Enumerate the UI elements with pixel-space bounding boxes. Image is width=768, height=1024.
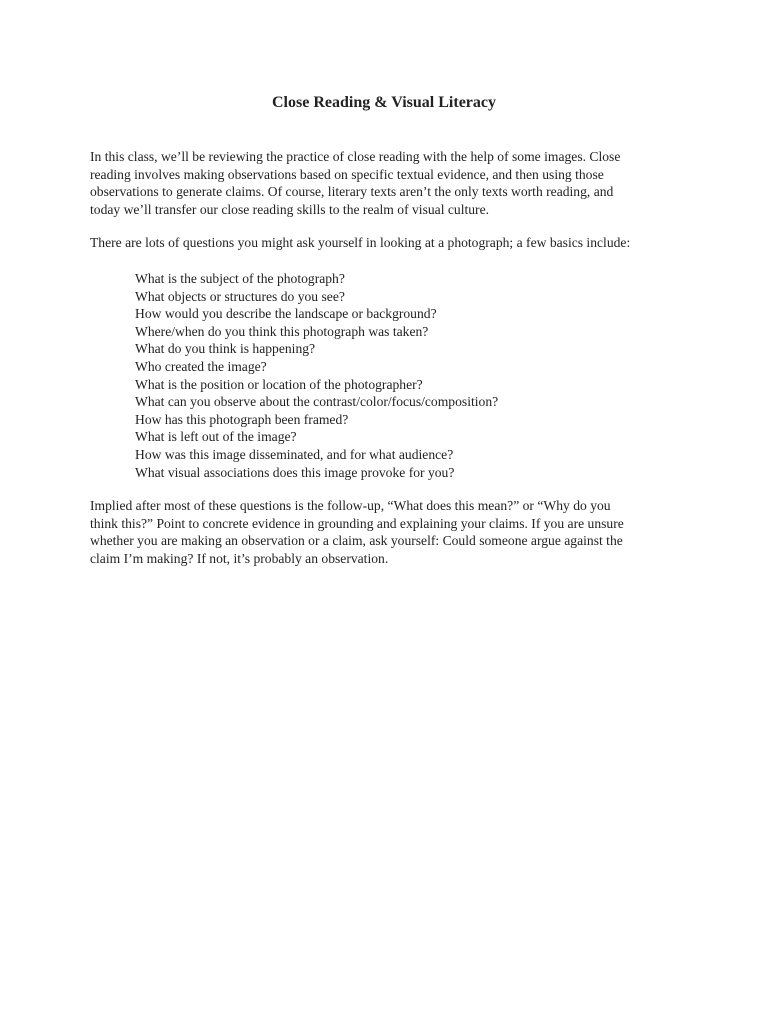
questions-list: [135, 270, 695, 481]
questions-lead-paragraph: There are lots of questions you might ask yourself in looking at a photograph; a few basics include:: [90, 235, 631, 250]
closing-line: think this?” Point to concrete evidence in grounding and explaining your claims. If you are unsure: [90, 515, 624, 531]
closing-line: whether you are making an observation or a claim, ask yourself: Could someone argue against the: [90, 533, 623, 549]
question-item: Who created the image?: [135, 358, 267, 374]
closing-line: Implied after most of these questions is the follow-up, “What does this mean?” or “Why do you: [90, 498, 611, 513]
closing-line: claim I’m making? If not, it’s probably an observation.: [90, 550, 389, 566]
question-item: How would you describe the landscape or background?: [135, 306, 437, 322]
intro-line: observations to generate claims. Of course, literary texts aren’t the only texts worth reading, and: [90, 184, 614, 200]
closing-paragraph: [90, 497, 680, 567]
question-item: What do you think is happening?: [135, 341, 316, 357]
intro-line: reading involves making observations based on specific textual evidence, and then using those: [90, 166, 604, 182]
question-item: What visual associations does this image provoke for you?: [135, 464, 455, 480]
question-item: What is the subject of the photograph?: [135, 271, 345, 286]
intro-paragraph: [90, 148, 680, 218]
question-item: What can you observe about the contrast/color/focus/composition?: [135, 394, 499, 410]
question-item: How has this photograph been framed?: [135, 411, 349, 427]
question-item: What is left out of the image?: [135, 429, 297, 445]
question-item: What objects or structures do you see?: [135, 288, 345, 304]
question-item: What is the position or location of the photographer?: [135, 376, 423, 392]
question-item: How was this image disseminated, and for what audience?: [135, 446, 454, 462]
intro-line: In this class, we’ll be reviewing the practice of close reading with the help of some images. Close: [90, 149, 621, 164]
question-item: Where/when do you think this photograph was taken?: [135, 323, 429, 339]
document-title: Close Reading & Visual Literacy: [272, 94, 496, 111]
intro-line: today we’ll transfer our close reading skills to the realm of visual culture.: [90, 201, 490, 217]
